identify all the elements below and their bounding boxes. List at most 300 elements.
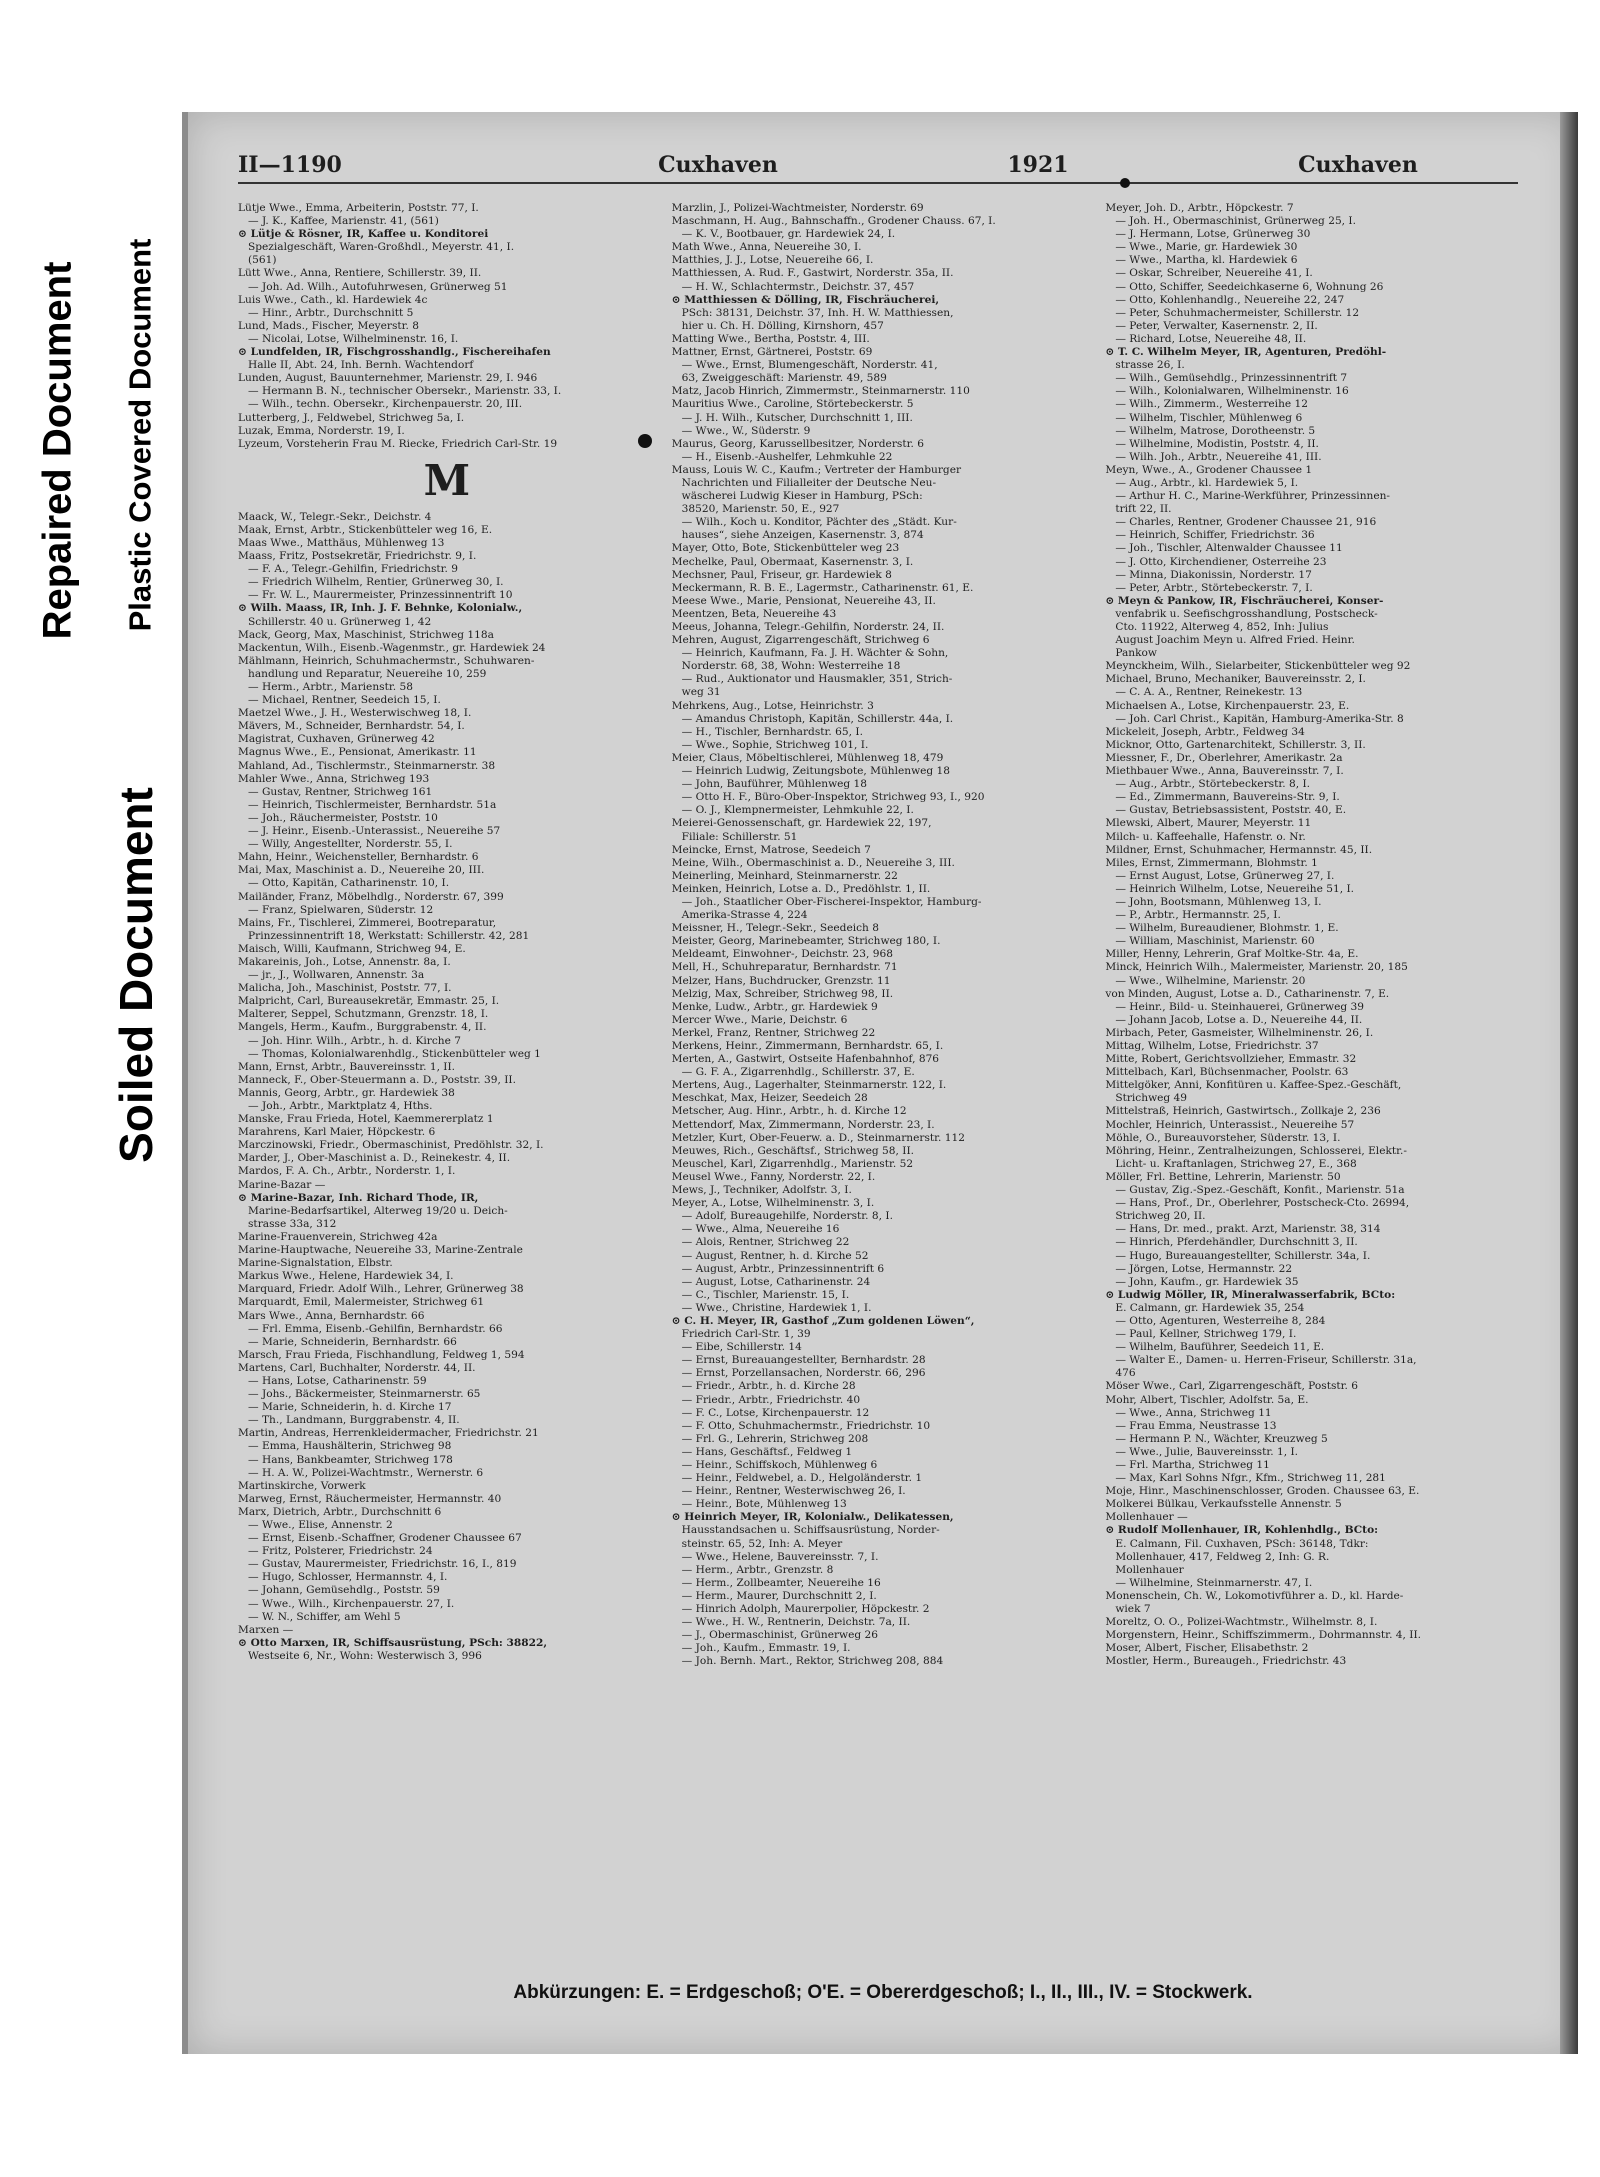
directory-entry: — Johann, Gemüsehdlg., Poststr. 59 bbox=[248, 1584, 440, 1597]
directory-entry: — H. A. W., Polizei-Wachtmstr., Wernerstr. 6 bbox=[248, 1466, 484, 1479]
directory-entry: — Hermann B. N., technischer Obersekr., Marienstr. 33, I. bbox=[248, 385, 562, 398]
directory-entry: Marsch, Frau Frieda, Fischhandlung, Feldweg 1, 594 bbox=[238, 1348, 525, 1361]
directory-entry: Spezialgeschäft, Waren-Großhdl., Meyerstr. 41, I. bbox=[248, 241, 515, 254]
directory-entry: Mains, Fr., Tischlerei, Zimmerei, Bootreparatur, bbox=[238, 916, 497, 929]
directory-entry: ⊙ C. H. Meyer, IR, Gasthof „Zum goldenen Löwen“, bbox=[671, 1314, 975, 1327]
directory-entry: — August, Lotse, Catharinenstr. 24 bbox=[681, 1275, 871, 1288]
directory-entry: — Otto H. F., Büro-Ober-Inspektor, Strichweg 93, I., 920 bbox=[681, 791, 985, 804]
directory-entry: — Peter, Verwalter, Kasernenstr. 2, II. bbox=[1115, 319, 1318, 332]
directory-entry: Malpricht, Carl, Bureausekretär, Emmastr. 25, I. bbox=[238, 995, 500, 1008]
directory-entry: Mollenhauer — bbox=[1105, 1511, 1188, 1524]
directory-entry: ⊙ Matthiessen & Dölling, IR, Fischräucherei, bbox=[671, 293, 940, 306]
directory-entry: Mechsner, Paul, Friseur, gr. Hardewiek 8 bbox=[671, 568, 892, 581]
directory-entry: — Michael, Rentner, Seedeich 15, I. bbox=[248, 694, 441, 707]
directory-entry: — Wilhelm, Tischler, Mühlenweg 6 bbox=[1115, 411, 1303, 424]
directory-entry: Martinskirche, Vorwerk bbox=[238, 1479, 366, 1492]
header-year: 1921 bbox=[1007, 152, 1069, 178]
directory-entry: hier u. Ch. H. Dölling, Kirnshorn, 457 bbox=[681, 319, 884, 332]
directory-entry: Maschmann, H. Aug., Bahnschaffn., Grodener Chauss. 67, I. bbox=[671, 215, 996, 228]
directory-entry: — Wilh., Zimmerm., Westerreihe 12 bbox=[1115, 398, 1309, 411]
directory-entry: Mailänder, Franz, Möbelhdlg., Norderstr. 67, 399 bbox=[238, 890, 504, 903]
directory-entry: Meierei-Genossenschaft, gr. Hardewiek 22, 197, bbox=[671, 817, 932, 830]
directory-entry: Malicha, Joh., Maschinist, Poststr. 77, I. bbox=[238, 982, 452, 995]
directory-entry: Miessner, F., Dr., Oberlehrer, Amerikastr. 2a bbox=[1105, 751, 1343, 764]
directory-entry: Lütt Wwe., Anna, Rentiere, Schillerstr. 39, II. bbox=[238, 267, 482, 280]
directory-entry: Math Wwe., Anna, Neuereihe 30, I. bbox=[671, 241, 862, 254]
directory-entry: Meynckheim, Wilh., Sielarbeiter, Stickenbütteler weg 92 bbox=[1105, 660, 1411, 673]
directory-entry: Mohr, Albert, Tischler, Adolfstr. 5a, E. bbox=[1105, 1393, 1309, 1406]
directory-entry: Mickeleit, Joseph, Arbtr., Feldweg 34 bbox=[1105, 725, 1305, 738]
directory-column-2 bbox=[672, 202, 1090, 1962]
directory-entry: Marxen — bbox=[238, 1623, 294, 1636]
directory-entry: — Friedr., Arbtr., Friedrichstr. 40 bbox=[681, 1393, 861, 1406]
directory-entry: Maas Wwe., Matthäus, Mühlenweg 13 bbox=[238, 536, 445, 549]
directory-entry: — Gustav, Rentner, Strichweg 161 bbox=[248, 785, 433, 798]
header-city-right: Cuxhaven bbox=[1298, 152, 1418, 178]
directory-entry: Strichweg 20, II. bbox=[1115, 1210, 1206, 1223]
directory-entry: Licht- u. Kraftanlagen, Strichweg 27, E., 368 bbox=[1115, 1157, 1357, 1170]
directory-entry: strasse 26, I. bbox=[1115, 359, 1185, 372]
directory-entry: Meuwes, Rich., Geschäftsf., Strichweg 58, II. bbox=[671, 1144, 915, 1157]
directory-entry: weg 31 bbox=[681, 686, 721, 699]
directory-entry: ⊙ T. C. Wilhelm Meyer, IR, Agenturen, Predöhl- bbox=[1105, 346, 1387, 359]
directory-entry: Matting Wwe., Bertha, Poststr. 4, III. bbox=[671, 332, 870, 345]
directory-entry: Mackentun, Wilh., Eisenb.-Wagenmstr., gr. Hardewiek 24 bbox=[238, 641, 546, 654]
directory-entry: — Heinr., Feldwebel, a. D., Helgoländerstr. 1 bbox=[681, 1472, 923, 1485]
directory-entry: Hausstandsachen u. Schiffsausrüstung, Norder- bbox=[681, 1524, 940, 1537]
directory-entry: — jr., J., Wollwaren, Annenstr. 3a bbox=[248, 969, 425, 982]
directory-entry: Meier, Claus, Möbeltischlerei, Mühlenweg 18, 479 bbox=[671, 751, 944, 764]
directory-entry: Marquardt, Emil, Malermeister, Strichweg 61 bbox=[238, 1296, 485, 1309]
directory-entry: — Franz, Spielwaren, Süderstr. 12 bbox=[248, 903, 434, 916]
directory-entry: Marine-Bedarfsartikel, Alterweg 19/20 u. Deich- bbox=[248, 1204, 508, 1217]
directory-entry: — Otto, Kohlenhandlg., Neuereihe 22, 247 bbox=[1115, 293, 1345, 306]
directory-entry: — Joh., Räuchermeister, Poststr. 10 bbox=[248, 811, 438, 824]
directory-entry: — Joh. Bernh. Mart., Rektor, Strichweg 208, 884 bbox=[681, 1655, 944, 1668]
directory-entry: — Johs., Bäckermeister, Steinmarnerstr. 65 bbox=[248, 1388, 481, 1401]
directory-entry: — Ed., Zimmermann, Bauvereins-Str. 9, I. bbox=[1115, 791, 1340, 804]
directory-entry: Schillerstr. 40 u. Grünerweg 1, 42 bbox=[248, 615, 432, 628]
directory-entry: Halle II, Abt. 24, Inh. Bernh. Wachtendorf bbox=[248, 359, 474, 372]
directory-entry: Mann, Ernst, Arbtr., Bauvereinsstr. 1, II. bbox=[238, 1060, 456, 1073]
directory-page-scan bbox=[182, 112, 1578, 2054]
directory-entry: wäscherei Ludwig Kieser in Hamburg, PSch: bbox=[681, 490, 923, 503]
directory-entry: ⊙ Rudolf Mollenhauer, IR, Kohlenhdlg., BCto: bbox=[1105, 1524, 1379, 1537]
directory-entry: Mettendorf, Max, Zimmermann, Norderstr. 23, I. bbox=[671, 1118, 935, 1131]
directory-entry: — H. W., Schlachtermstr., Deichstr. 37, 457 bbox=[681, 280, 915, 293]
directory-entry: ⊙ Meyn & Pankow, IR, Fischräucherei, Konser- bbox=[1105, 594, 1384, 607]
directory-entry: — William, Maschinist, Marienstr. 60 bbox=[1115, 935, 1315, 948]
directory-entry: — Richard, Lotse, Neuereihe 48, II. bbox=[1115, 332, 1307, 345]
directory-entry: — Frl. Emma, Eisenb.-Gehilfin, Bernhardstr. 66 bbox=[248, 1322, 503, 1335]
directory-entry: — Wilhelm, Bauführer, Seedeich 11, E. bbox=[1115, 1341, 1325, 1354]
directory-entry: — Wwe., Martha, kl. Hardewiek 6 bbox=[1115, 254, 1298, 267]
directory-entry: PSch: 38131, Deichstr. 37, Inh. H. W. Matthiessen, bbox=[681, 306, 954, 319]
directory-entry: — Joh., Tischler, Altenwalder Chaussee 11 bbox=[1115, 542, 1343, 555]
directory-entry: — Hugo, Schlosser, Hermannstr. 4, I. bbox=[248, 1571, 448, 1584]
directory-entry: — Adolf, Bureaugehilfe, Norderstr. 8, I. bbox=[681, 1210, 893, 1223]
directory-entry: Marine-Signalstation, Elbstr. bbox=[238, 1257, 393, 1270]
directory-entry: — O. J., Klempnermeister, Lehmkuhle 22, I. bbox=[681, 804, 914, 817]
directory-entry: — Gustav, Zig.-Spez.-Geschäft, Konfit., Marienstr. 51a bbox=[1115, 1184, 1405, 1197]
directory-entry: Amerika-Strasse 4, 224 bbox=[681, 909, 808, 922]
directory-entry: — Peter, Schuhmachermeister, Schillerstr. 12 bbox=[1115, 306, 1360, 319]
directory-entry: Micknor, Otto, Gartenarchitekt, Schillerstr. 3, II. bbox=[1105, 738, 1366, 751]
directory-entry: Mittelbach, Karl, Büchsenmacher, Poolstr. 63 bbox=[1105, 1066, 1349, 1079]
directory-entry: Milch- u. Kaffeehalle, Hafenstr. o. Nr. bbox=[1105, 830, 1306, 843]
directory-entry: Luzak, Emma, Norderstr. 19, I. bbox=[238, 424, 405, 437]
directory-entry: — Ernst, Porzellansachen, Norderstr. 66, 296 bbox=[681, 1367, 926, 1380]
directory-column-3 bbox=[1105, 202, 1523, 1962]
directory-entry: — G. F. A., Zigarrenhdlg., Schillerstr. 37, E. bbox=[681, 1066, 915, 1079]
directory-entry: Makareinis, Joh., Lotse, Annenstr. 8a, I. bbox=[238, 955, 451, 968]
directory-entry: Markus Wwe., Helene, Hardewiek 34, I. bbox=[238, 1270, 454, 1283]
directory-entry: Melzer, Hans, Buchdrucker, Grenzstr. 11 bbox=[671, 974, 891, 987]
directory-entry: Lund, Mads., Fischer, Meyerstr. 8 bbox=[238, 319, 420, 332]
directory-entry: Luis Wwe., Cath., kl. Hardewiek 4c bbox=[238, 293, 428, 306]
directory-entry: — Hans, Geschäftsf., Feldweg 1 bbox=[681, 1445, 853, 1458]
directory-column-1 bbox=[238, 202, 656, 1962]
directory-entry: Melzig, Max, Schreiber, Strichweg 98, II. bbox=[671, 987, 894, 1000]
directory-entry: Meeus, Johanna, Telegr.-Gehilfin, Norderstr. 24, II. bbox=[671, 621, 945, 633]
directory-entry: — Th., Landmann, Burggrabenstr. 4, II. bbox=[248, 1414, 460, 1427]
directory-entry: — Hinrich Adolph, Maurerpolier, Höpckestr. 2 bbox=[681, 1603, 930, 1616]
directory-entry: Mahler Wwe., Anna, Strichweg 193 bbox=[238, 772, 430, 785]
directory-entry: — Joh. H., Obermaschinist, Grünerweg 25, I. bbox=[1115, 215, 1356, 228]
directory-entry: — Hugo, Bureauangestellter, Schillerstr. 34a, I. bbox=[1115, 1249, 1371, 1262]
directory-entry: — Heinr., Bild- u. Steinhauerei, Grünerweg 39 bbox=[1115, 1000, 1365, 1013]
directory-entry: Mack, Georg, Max, Maschinist, Strichweg 118a bbox=[238, 628, 494, 641]
directory-entry: Mildner, Ernst, Schuhmacher, Hermannstr. 45, II. bbox=[1105, 843, 1373, 856]
directory-entry: — Joh. Carl Christ., Kapitän, Hamburg-Amerika-Str. 8 bbox=[1115, 712, 1404, 725]
directory-entry: Meschkat, Max, Heizer, Seedeich 28 bbox=[671, 1092, 868, 1105]
directory-entry: — Wilh., Gemüsehdlg., Prinzessinnentrift 7 bbox=[1115, 372, 1348, 385]
directory-entry: Maisch, Willi, Kaufmann, Strichweg 94, E. bbox=[238, 942, 466, 955]
directory-entry: — J. K., Kaffee, Marienstr. 41, (561) bbox=[248, 215, 439, 228]
directory-columns bbox=[238, 202, 1523, 1962]
directory-entry: Mechelke, Paul, Obermaat, Kasernenstr. 3, I. bbox=[671, 555, 914, 568]
directory-entry: — Hans, Bankbeamter, Strichweg 178 bbox=[248, 1453, 453, 1466]
directory-entry: — Fritz, Polsterer, Friedrichstr. 24 bbox=[248, 1545, 433, 1558]
header-city-left: Cuxhaven bbox=[658, 152, 778, 178]
directory-entry: Marine-Bazar — bbox=[238, 1178, 326, 1191]
directory-entry: Meese Wwe., Marie, Pensionat, Neuereihe 43, II. bbox=[671, 594, 936, 607]
directory-entry: Manneck, F., Ober-Steuermann a. D., Poststr. 39, II. bbox=[238, 1073, 516, 1086]
directory-entry: Mahland, Ad., Tischlermstr., Steinmarnerstr. 38 bbox=[238, 759, 496, 772]
directory-entry: — Ernst, Eisenb.-Schaffner, Grodener Chaussee 67 bbox=[248, 1532, 522, 1545]
directory-entry: Marzlin, J., Polizei-Wachtmeister, Norderstr. 69 bbox=[671, 202, 924, 214]
directory-entry: Nachrichten und Filialleiter der Deutsche Neu- bbox=[681, 476, 937, 489]
directory-entry: Maetzel Wwe., J. H., Westerwischweg 18, I. bbox=[238, 707, 472, 720]
directory-entry: Prinzessinnentrift 18, Werkstatt: Schillerstr. 42, 281 bbox=[248, 929, 530, 942]
directory-entry: Meyer, A., Lotse, Wilhelminenstr. 3, I. bbox=[671, 1197, 875, 1210]
directory-entry: Matz, Jacob Hinrich, Zimmermstr., Steinmarnerstr. 110 bbox=[671, 385, 970, 398]
directory-entry: — Ernst, Bureauangestellter, Bernhardstr. 28 bbox=[681, 1354, 926, 1367]
directory-entry: Mauritius Wwe., Caroline, Störtebeckerstr. 5 bbox=[671, 398, 914, 411]
directory-entry: — Wwe., Ernst, Blumengeschäft, Norderstr. 41, bbox=[681, 359, 938, 372]
directory-entry: Mittag, Wilhelm, Lotse, Friedrichstr. 37 bbox=[1105, 1040, 1319, 1052]
directory-entry: Maack, W., Telegr.-Sekr., Deichstr. 4 bbox=[238, 510, 432, 523]
directory-entry: — Wwe., Wilh., Kirchenpauerstr. 27, I. bbox=[248, 1597, 455, 1610]
directory-entry: Magistrat, Cuxhaven, Grünerweg 42 bbox=[238, 733, 435, 746]
directory-entry: handlung und Reparatur, Neuereihe 10, 259 bbox=[248, 667, 487, 680]
directory-entry: — Joh. Hinr. Wilh., Arbtr., h. d. Kirche 7 bbox=[248, 1034, 461, 1047]
directory-entry: Mews, J., Techniker, Adolfstr. 3, I. bbox=[671, 1184, 852, 1197]
directory-entry: — Wilhelmine, Modistin, Poststr. 4, II. bbox=[1115, 437, 1319, 450]
directory-entry: — Nicolai, Lotse, Wilhelminenstr. 16, I. bbox=[248, 332, 459, 345]
directory-entry: Mostler, Herm., Bureaugeh., Friedrichstr. 43 bbox=[1105, 1655, 1347, 1668]
directory-entry: Miethbauer Wwe., Anna, Bauvereinsstr. 7, I. bbox=[1105, 765, 1344, 778]
directory-entry: — Wilhelmine, Steinmarnerstr. 47, I. bbox=[1115, 1576, 1313, 1589]
directory-entry: Mauss, Louis W. C., Kaufm.; Vertreter der Hamburger bbox=[671, 463, 962, 476]
directory-entry: Lunden, August, Bauunternehmer, Marienstr. 29, I. 946 bbox=[238, 372, 538, 385]
directory-entry: ⊙ Heinrich Meyer, IR, Kolonialw., Delikatessen, bbox=[671, 1511, 954, 1524]
directory-entry: Marine-Frauenverein, Strichweg 42a bbox=[238, 1230, 438, 1243]
directory-entry: Merten, A., Gastwirt, Ostseite Hafenbahnhof, 876 bbox=[671, 1053, 940, 1066]
directory-entry: Matthiessen, A. Rud. F., Gastwirt, Norderstr. 35a, II. bbox=[671, 267, 954, 280]
directory-entry: Meine, Wilh., Obermaschinist a. D., Neuereihe 3, III. bbox=[671, 856, 955, 869]
directory-entry: — Eibe, Schillerstr. 14 bbox=[681, 1341, 802, 1354]
directory-entry: — Otto, Agenturen, Westerreihe 8, 284 bbox=[1115, 1314, 1326, 1327]
directory-entry: steinstr. 65, 52, Inh: A. Meyer bbox=[681, 1537, 843, 1550]
directory-entry: Lyzeum, Vorsteherin Frau M. Riecke, Friedrich Carl-Str. 19 bbox=[238, 437, 558, 450]
directory-entry: Meldeamt, Einwohner-, Deichstr. 23, 968 bbox=[671, 948, 893, 961]
directory-entry: Metzler, Kurt, Ober-Feuerw. a. D., Steinmarnerstr. 112 bbox=[671, 1131, 965, 1144]
directory-entry: Matthies, J. J., Lotse, Neuereihe 66, I. bbox=[671, 254, 874, 267]
page-number: II—1190 bbox=[238, 152, 342, 178]
directory-entry: Strichweg 49 bbox=[1115, 1092, 1188, 1105]
directory-entry: — August, Rentner, h. d. Kirche 52 bbox=[681, 1249, 869, 1262]
directory-entry: Westseite 6, Nr., Wohn: Westerwisch 3, 996 bbox=[248, 1649, 482, 1662]
directory-entry: Mittelstraß, Heinrich, Gastwirtsch., Zollkaje 2, 236 bbox=[1105, 1105, 1381, 1118]
directory-entry: — Marie, Schneiderin, h. d. Kirche 17 bbox=[248, 1401, 452, 1414]
directory-entry: Marx, Dietrich, Arbtr., Durchschnitt 6 bbox=[238, 1505, 442, 1518]
directory-entry: — Hans, Prof., Dr., Oberlehrer, Postscheck-Cto. 26994, bbox=[1115, 1197, 1410, 1210]
directory-entry: — Friedrich Wilhelm, Rentier, Grünerweg 30, I. bbox=[248, 576, 504, 589]
directory-entry: — Wwe., Christine, Hardewiek 1, I. bbox=[681, 1301, 872, 1314]
directory-entry: Moje, Hinr., Maschinenschlosser, Groden. Chaussee 63, E. bbox=[1105, 1485, 1420, 1498]
directory-entry: — F. A., Telegr.-Gehilfin, Friedrichstr. 9 bbox=[248, 563, 459, 576]
directory-entry: — Wwe., W., Süderstr. 9 bbox=[681, 424, 811, 437]
directory-entry: — Wwe., Alma, Neuereihe 16 bbox=[681, 1223, 840, 1236]
directory-entry: — J. H. Wilh., Kutscher, Durchschnitt 1, III. bbox=[681, 411, 913, 424]
directory-entry: — Thomas, Kolonialwarenhdlg., Stickenbütteler weg 1 bbox=[248, 1047, 541, 1060]
directory-entry: — J., Obermaschinist, Grünerweg 26 bbox=[681, 1629, 879, 1642]
directory-entry: Meyer, Joh. D., Arbtr., Höpckestr. 7 bbox=[1105, 202, 1294, 214]
directory-entry: ⊙ Ludwig Möller, IR, Mineralwasserfabrik, BCto: bbox=[1105, 1288, 1396, 1301]
directory-entry: Mahn, Heinr., Weichensteller, Bernhardstr. 6 bbox=[238, 851, 479, 864]
directory-entry: Norderstr. 68, 38, Wohn: Westerreihe 18 bbox=[681, 660, 901, 673]
directory-entry: Michaelsen A., Lotse, Kirchenpauerstr. 23, E. bbox=[1105, 699, 1350, 712]
directory-entry: Möser Wwe., Carl, Zigarrengeschäft, Poststr. 6 bbox=[1105, 1380, 1359, 1393]
directory-entry: wiek 7 bbox=[1115, 1603, 1151, 1616]
directory-entry: Marahrens, Karl Maier, Höpckestr. 6 bbox=[238, 1126, 436, 1139]
directory-entry: Metscher, Aug. Hinr., Arbtr., h. d. Kirche 12 bbox=[671, 1105, 907, 1118]
directory-entry: Mayer, Otto, Bote, Stickenbütteler weg 23 bbox=[671, 542, 900, 555]
directory-entry: 63, Zweiggeschäft: Marienstr. 49, 589 bbox=[681, 372, 887, 385]
directory-entry: Morgenstern, Heinr., Schiffszimmerm., Dohrmannstr. 4, II. bbox=[1105, 1629, 1422, 1642]
directory-entry: — F. Otto, Schuhmachermstr., Friedrichstr. 10 bbox=[681, 1419, 931, 1432]
directory-entry: ⊙ Otto Marxen, IR, Schiffsausrüstung, PSch: 38822, bbox=[238, 1636, 548, 1649]
section-letter: M bbox=[423, 455, 471, 505]
directory-entry: — Johann Jacob, Lotse a. D., Neuereihe 44, II. bbox=[1115, 1013, 1363, 1026]
directory-entry: — Heinrich, Kaufmann, Fa. J. H. Wächter & Sohn, bbox=[681, 647, 949, 660]
directory-entry: — Frl. Martha, Strichweg 11 bbox=[1115, 1459, 1270, 1471]
ink-spot bbox=[1120, 178, 1130, 188]
directory-entry: — Emma, Haushälterin, Strichweg 98 bbox=[248, 1440, 452, 1453]
directory-entry: Mlewski, Albert, Maurer, Meyerstr. 11 bbox=[1105, 817, 1312, 830]
directory-entry: Minck, Heinrich Wilh., Malermeister, Marienstr. 20, 185 bbox=[1105, 961, 1408, 974]
directory-entry: 38520, Marienstr. 50, E., 927 bbox=[681, 503, 840, 516]
directory-entry: — Herm., Zollbeamter, Neuereihe 16 bbox=[681, 1576, 881, 1589]
directory-entry: — Wilh. Joh., Arbtr., Neuereihe 41, III. bbox=[1115, 450, 1322, 463]
directory-entry: — Hinrich, Pferdehändler, Durchschnitt 3, II. bbox=[1115, 1236, 1358, 1249]
directory-entry: — Heinrich Wilhelm, Lotse, Neuereihe 51, I. bbox=[1115, 882, 1355, 895]
directory-entry: Filiale: Schillerstr. 51 bbox=[681, 830, 798, 843]
directory-entry: Mollenhauer bbox=[1115, 1563, 1184, 1576]
directory-entry: — Heinr., Bote, Mühlenweg 13 bbox=[681, 1498, 847, 1511]
directory-entry: — Wwe., Anna, Strichweg 11 bbox=[1115, 1406, 1272, 1419]
directory-entry: — Heinr., Schiffskoch, Mühlenweg 6 bbox=[681, 1459, 878, 1471]
directory-entry: Maass, Fritz, Postsekretär, Friedrichstr. 9, I. bbox=[238, 550, 477, 563]
directory-entry: — K. V., Bootbauer, gr. Hardewiek 24, I. bbox=[681, 228, 896, 241]
directory-entry: — Oskar, Schreiber, Neuereihe 41, I. bbox=[1115, 267, 1313, 280]
directory-entry: — Heinr., Rentner, Westerwischweg 26, I. bbox=[681, 1485, 906, 1498]
directory-entry: Monenschein, Ch. W., Lokomotivführer a. D., kl. Harde- bbox=[1105, 1589, 1404, 1602]
directory-entry: Mercer Wwe., Marie, Deichstr. 6 bbox=[671, 1013, 848, 1026]
directory-entry: Molkerei Bülkau, Verkaufsstelle Annenstr. 5 bbox=[1105, 1498, 1342, 1511]
directory-entry: trift 22, II. bbox=[1115, 503, 1172, 516]
directory-entry: — C. A. A., Rentner, Reinekestr. 13 bbox=[1115, 686, 1303, 699]
directory-entry: — Otto, Schiffer, Seedeichkaserne 6, Wohnung 26 bbox=[1115, 280, 1384, 293]
directory-entry: ⊙ Lütje & Rösner, IR, Kaffee u. Konditorei bbox=[238, 228, 489, 241]
directory-entry: Moser, Albert, Fischer, Elisabethstr. 2 bbox=[1105, 1642, 1309, 1655]
directory-entry: — Rud., Auktionator und Hausmakler, 351, Strich- bbox=[681, 673, 953, 686]
directory-entry: — John, Kaufm., gr. Hardewiek 35 bbox=[1115, 1275, 1299, 1288]
directory-entry: Malterer, Seppel, Schutzmann, Grenzstr. 18, I. bbox=[238, 1008, 489, 1021]
directory-entry: Mangels, Herm., Kaufm., Burggrabenstr. 4, II. bbox=[238, 1021, 487, 1034]
directory-entry: Meister, Georg, Marinebeamter, Strichweg 180, I. bbox=[671, 935, 941, 948]
directory-entry: — H., Eisenb.-Aushelfer, Lehmkuhle 22 bbox=[681, 450, 893, 463]
directory-entry: — Gustav, Betriebsassistent, Poststr. 40, E. bbox=[1115, 804, 1347, 817]
directory-entry: Martin, Andreas, Herrenkleidermacher, Friedrichstr. 21 bbox=[238, 1427, 539, 1440]
page-binding bbox=[1560, 112, 1578, 2054]
directory-entry: — Hermann P. N., Wächter, Kreuzweg 5 bbox=[1115, 1432, 1328, 1445]
directory-entry: Maurus, Georg, Karussellbesitzer, Norderstr. 6 bbox=[671, 437, 924, 450]
directory-entry: — Walter E., Damen- u. Herren-Friseur, Schillerstr. 31a, bbox=[1115, 1354, 1417, 1367]
directory-entry: Merkens, Heinr., Zimmermann, Bernhardstr. 65, I. bbox=[671, 1040, 944, 1052]
directory-entry: — Wwe., Elise, Annenstr. 2 bbox=[248, 1519, 393, 1531]
directory-entry: Mattner, Ernst, Gärtnerei, Poststr. 69 bbox=[671, 346, 873, 359]
directory-entry: E. Calmann, Fil. Cuxhaven, PSch: 36148, Tdkr: bbox=[1115, 1537, 1369, 1550]
directory-entry: ⊙ Wilh. Maass, IR, Inh. J. F. Behnke, Kolonialw., bbox=[238, 602, 523, 615]
repaired-document-text: Repaired Document bbox=[35, 261, 80, 639]
directory-entry: Möhle, O., Bureauvorsteher, Süderstr. 13, I. bbox=[1105, 1131, 1341, 1144]
directory-entry: — Wwe., Marie, gr. Hardewiek 30 bbox=[1115, 241, 1298, 254]
directory-entry: Meuschel, Karl, Zigarrenhdlg., Marienstr. 52 bbox=[671, 1157, 914, 1170]
directory-entry: — J. Heinr., Eisenb.-Unterassist., Neuereihe 57 bbox=[248, 825, 501, 838]
directory-entry: Michael, Bruno, Mechaniker, Bauvereinsstr. 2, I. bbox=[1105, 673, 1366, 686]
directory-entry: — Heinrich, Tischlermeister, Bernhardstr. 51a bbox=[248, 798, 497, 811]
soiled-document-label bbox=[100, 710, 172, 1240]
directory-entry: von Minden, August, Lotse a. D., Catharinenstr. 7, E. bbox=[1105, 987, 1390, 1000]
directory-entry: — Minna, Diakonissin, Norderstr. 17 bbox=[1115, 568, 1312, 581]
directory-entry: — Frl. G., Lehrerin, Strichweg 208 bbox=[681, 1432, 869, 1445]
ink-spot bbox=[638, 434, 652, 448]
directory-entry: — Otto, Kapitän, Catharinenstr. 10, I. bbox=[248, 877, 450, 890]
directory-entry: — Ernst August, Lotse, Grünerweg 27, I. bbox=[1115, 869, 1335, 882]
directory-entry: strasse 33a, 312 bbox=[248, 1217, 337, 1230]
directory-entry: — August, Arbtr., Prinzessinnentrift 6 bbox=[681, 1262, 885, 1275]
directory-entry: Martens, Carl, Buchhalter, Norderstr. 44, II. bbox=[238, 1361, 476, 1374]
directory-entry: — Wilh., Kolonialwaren, Wilhelminenstr. 16 bbox=[1115, 385, 1349, 398]
directory-entry: Mittelgöker, Anni, Konfitüren u. Kaffee-Spez.-Geschäft, bbox=[1105, 1079, 1402, 1092]
directory-entry: Möhring, Heinr., Zentralheizungen, Schlosserei, Elektr.- bbox=[1105, 1144, 1407, 1157]
directory-entry: — Wilh., Koch u. Konditor, Pächter des „Städt. Kur- bbox=[681, 516, 957, 529]
repaired-document-label bbox=[30, 180, 86, 720]
directory-entry: — Heinrich Ludwig, Zeitungsbote, Mühlenweg 18 bbox=[681, 765, 951, 778]
directory-entry: ⊙ Marine-Bazar, Inh. Richard Thode, IR, bbox=[238, 1191, 479, 1204]
directory-entry: Mitte, Robert, Gerichtsvollzieher, Emmastr. 32 bbox=[1105, 1053, 1357, 1066]
directory-entry: Meusel Wwe., Fanny, Norderstr. 22, I. bbox=[671, 1170, 876, 1183]
directory-entry: — Marie, Schneiderin, Bernhardstr. 66 bbox=[248, 1335, 457, 1348]
directory-entry: — Hans, Lotse, Catharinenstr. 59 bbox=[248, 1374, 427, 1387]
soiled-document-text: Soiled Document bbox=[110, 787, 162, 1163]
directory-entry: Lutterberg, J., Feldwebel, Strichweg 5a, I. bbox=[238, 411, 465, 424]
directory-entry: — Wwe., Wilhelmine, Marienstr. 20 bbox=[1115, 974, 1306, 987]
directory-entry: (561) bbox=[248, 254, 277, 267]
directory-entry: Marine-Hauptwache, Neuereihe 33, Marine-Zentrale bbox=[238, 1244, 523, 1257]
directory-entry: Mochler, Heinrich, Unterassist., Neuereihe 57 bbox=[1105, 1118, 1355, 1131]
directory-entry: Marweg, Ernst, Räuchermeister, Hermannstr. 40 bbox=[238, 1492, 502, 1505]
directory-entry: — John, Bauführer, Mühlenweg 18 bbox=[681, 778, 868, 791]
directory-entry: — Joh., Kaufm., Emmastr. 19, I. bbox=[681, 1642, 851, 1655]
page-header bbox=[238, 152, 1518, 184]
directory-entry: Mollenhauer, 417, Feldweg 2, Inh: G. R. bbox=[1115, 1550, 1330, 1563]
directory-entry: Meckermann, R. B. E., Lagermstr., Catharinenstr. 61, E. bbox=[671, 581, 974, 594]
directory-entry: Friedrich Carl-Str. 1, 39 bbox=[681, 1328, 811, 1341]
directory-entry: — Wilhelm, Bureaudiener, Blohmstr. 1, E. bbox=[1115, 922, 1339, 935]
directory-entry: Merkel, Franz, Rentner, Strichweg 22 bbox=[671, 1026, 876, 1039]
directory-entry: — Aug., Arbtr., kl. Hardewiek 5, I. bbox=[1115, 476, 1299, 489]
directory-entry: — Herm., Maurer, Durchschnitt 2, I. bbox=[681, 1589, 877, 1602]
directory-entry: Mars Wwe., Anna, Bernhardstr. 66 bbox=[238, 1309, 425, 1322]
directory-entry: Möller, Frl. Bettine, Lehrerin, Marienstr. 50 bbox=[1105, 1170, 1341, 1183]
directory-entry: Marczinowski, Friedr., Obermaschinist, Predöhlstr. 32, I. bbox=[238, 1139, 544, 1152]
directory-entry: — Willy, Angestellter, Norderstr. 55, I. bbox=[248, 838, 453, 851]
directory-entry: — Friedr., Arbtr., h. d. Kirche 28 bbox=[681, 1380, 856, 1393]
directory-entry: Mehrkens, Aug., Lotse, Heinrichstr. 3 bbox=[671, 699, 874, 712]
directory-entry: Mirbach, Peter, Gasmeister, Wilhelminenstr. 26, I. bbox=[1105, 1026, 1374, 1039]
directory-entry: — Wilh., techn. Obersekr., Kirchenpauerstr. 20, III. bbox=[248, 398, 523, 411]
directory-entry: — Herm., Arbtr., Grenzstr. 8 bbox=[681, 1563, 834, 1576]
directory-entry: Mehren, August, Zigarrengeschäft, Strichweg 6 bbox=[671, 634, 930, 647]
plastic-covered-label bbox=[118, 170, 162, 700]
directory-entry: — Frau Emma, Neustrasse 13 bbox=[1115, 1419, 1277, 1432]
directory-entry: Manske, Frau Frieda, Hotel, Kaemmererplatz 1 bbox=[238, 1113, 494, 1126]
directory-entry: — Wilhelm, Matrose, Dorotheenstr. 5 bbox=[1115, 424, 1316, 437]
directory-entry: Meyn, Wwe., A., Grodener Chaussee 1 bbox=[1105, 463, 1313, 476]
directory-entry: Miller, Henny, Lehrerin, Graf Moltke-Str. 4a, E. bbox=[1105, 948, 1359, 961]
directory-entry: — Joh. Ad. Wilh., Autofuhrwesen, Grünerweg 51 bbox=[248, 280, 508, 293]
directory-entry: Lütje Wwe., Emma, Arbeiterin, Poststr. 77, I. bbox=[238, 202, 479, 214]
directory-entry: Mählmann, Heinrich, Schuhmachermstr., Schuhwaren- bbox=[238, 654, 535, 667]
directory-entry: Cto. 11922, Alterweg 4, 852, Inh: Julius bbox=[1115, 621, 1329, 633]
directory-entry: Miles, Ernst, Zimmermann, Blohmstr. 1 bbox=[1105, 856, 1318, 869]
directory-entry: Mertens, Aug., Lagerhalter, Steinmarnerstr. 122, I. bbox=[671, 1079, 947, 1092]
directory-entry: E. Calmann, gr. Hardewiek 35, 254 bbox=[1115, 1301, 1305, 1314]
directory-entry: Marquard, Friedr. Adolf Wilh., Lehrer, Grünerweg 38 bbox=[238, 1283, 524, 1296]
